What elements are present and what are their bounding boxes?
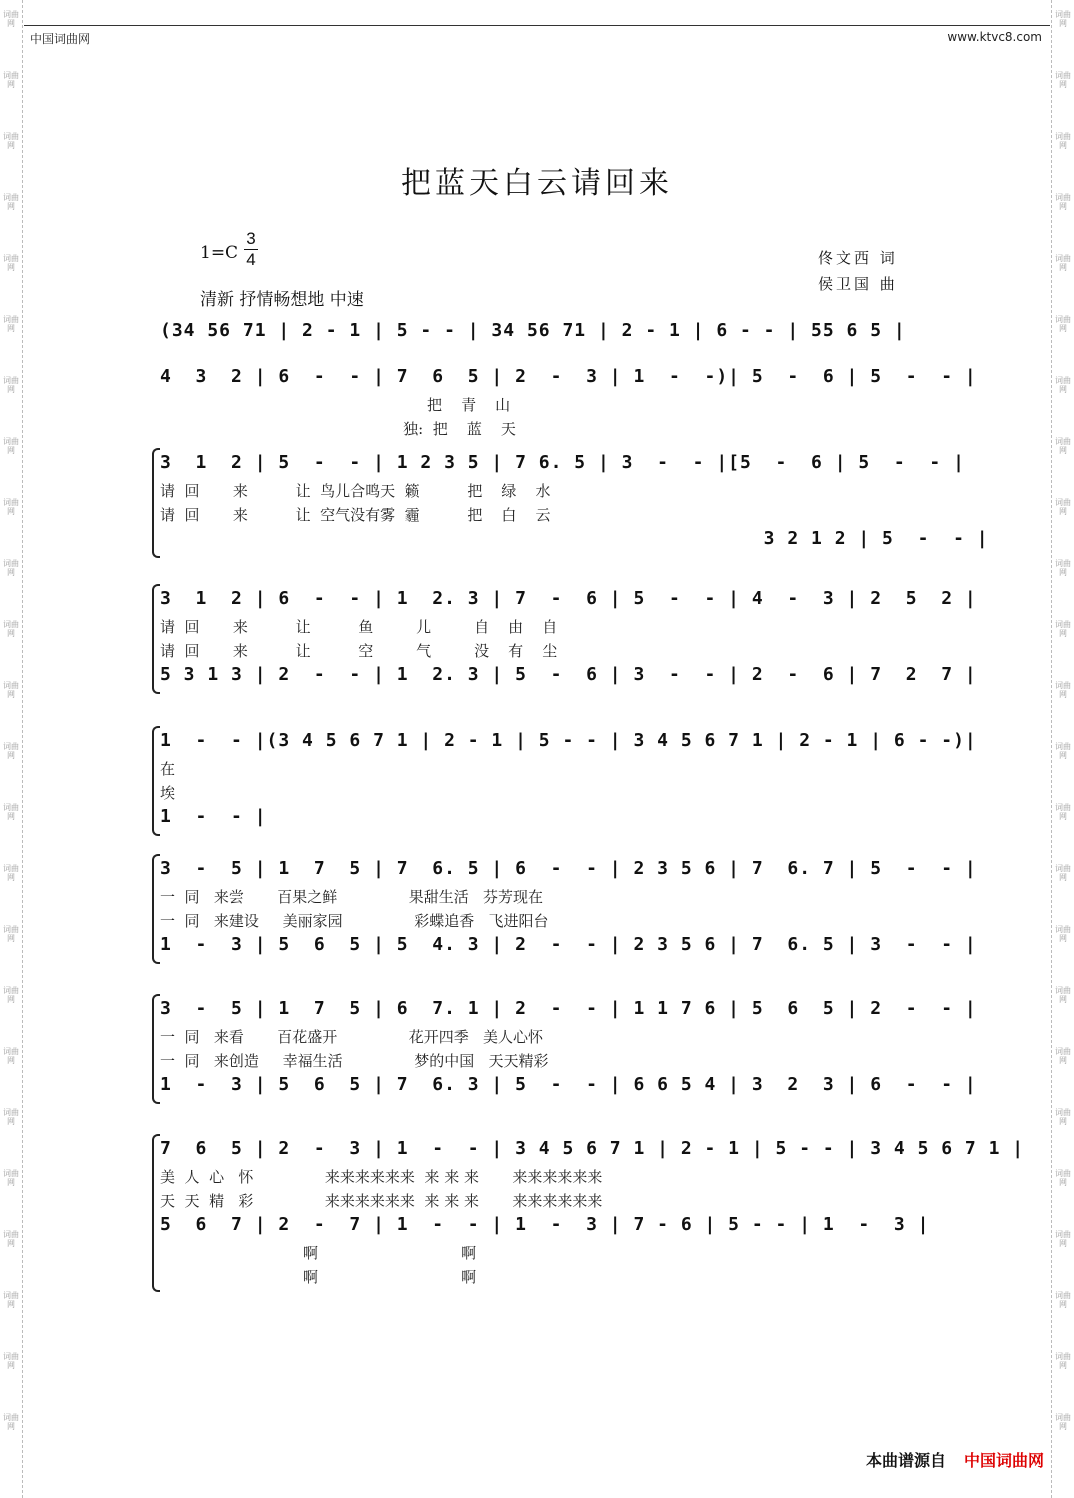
watermark-text: 词曲网 [1055,71,1071,89]
footer-source [866,1448,1044,1471]
composer-credit: 侯卫国 曲 [818,275,898,293]
notation-line: 3 1 2 | 6 - - | 1 2. 3 | 7 - 6 | 5 - - | 4 - 3 | 2 5 2 | [160,588,977,609]
watermark-text: 词曲网 [3,437,19,455]
watermark-text: 词曲网 [3,742,19,760]
watermark-text: 词曲网 [3,10,19,28]
watermark-text: 词曲网 [1055,10,1071,28]
watermark-text: 词曲网 [1055,925,1071,943]
watermark-text: 词曲网 [1055,1413,1071,1431]
watermark-text: 词曲网 [3,193,19,211]
watermark-text: 词曲网 [1055,498,1071,516]
watermark-text: 词曲网 [1055,1169,1071,1187]
lyric-line: 请 回 来 让 鱼 儿 自 由 自 [160,618,558,636]
watermark-text: 词曲网 [1055,1230,1071,1248]
watermark-text: 词曲网 [3,681,19,699]
time-signature [244,229,258,270]
system-brace [152,726,160,836]
tempo-marking: 清新 抒情畅想地 中速 [200,290,364,310]
watermark-text: 词曲网 [1055,681,1071,699]
watermark-text: 词曲网 [3,254,19,272]
watermark-text: 词曲网 [3,986,19,1004]
watermark-text: 词曲网 [3,1291,19,1309]
time-signature-top: 3 [244,229,258,250]
watermark-text: 词曲网 [3,71,19,89]
lyric-line: 啊 啊 [160,1244,477,1262]
watermark-text: 词曲网 [1055,559,1071,577]
watermark-text: 词曲网 [3,925,19,943]
watermark-text: 词曲网 [3,1230,19,1248]
lyric-line: 在 [160,760,176,778]
footer-label: 本曲谱源自 [865,1451,946,1470]
watermark-text: 词曲网 [1055,1291,1071,1309]
watermark-text: 词曲网 [3,1169,19,1187]
time-signature-bottom: 4 [246,250,256,269]
lyric-line: 请 回 来 让 空气没有雾 霾 把 白 云 [160,506,551,524]
lyric-line: 独: 把 蓝 天 [160,420,516,438]
watermark-text: 词曲网 [1055,986,1071,1004]
watermark-text: 词曲网 [1055,803,1071,821]
song-title: 把蓝天白云请回来 [401,166,673,201]
notation-line: 4 3 2 | 6 - - | 7 6 5 | 2 - 3 | 1 - -)| 5 - 6 | 5 - - | [160,366,977,387]
lyric-line: 把 青 山 [160,396,511,414]
watermark-text: 词曲网 [3,620,19,638]
notation-line: 1 - 3 | 5 6 5 | 7 6. 3 | 5 - - | 6 6 5 4 | 3 2 3 | 6 - - | [160,1074,977,1095]
watermark-text: 词曲网 [1055,437,1071,455]
notation-line: 3 - 5 | 1 7 5 | 6 7. 1 | 2 - - | 1 1 7 6 | 5 6 5 | 2 - - | [160,998,977,1019]
watermark-text: 词曲网 [3,1047,19,1065]
system-brace [152,584,160,694]
lyric-line: 一 同 来看 百花盛开 花开四季 美人心怀 [160,1028,544,1046]
watermark-text: 词曲网 [1055,1047,1071,1065]
watermark-text: 词曲网 [1055,315,1071,333]
notation-line: 3 2 1 2 | 5 - - | [160,528,989,549]
watermark-text: 词曲网 [3,132,19,150]
key-signature: 1=C [200,243,239,263]
watermark-text: 词曲网 [1055,193,1071,211]
system-brace [152,994,160,1104]
system-brace [152,448,160,558]
watermark-text: 词曲网 [1055,376,1071,394]
notation-line: 1 - - |(3 4 5 6 7 1 | 2 - 1 | 5 - - | 3 4 5 6 7 1 | 2 - 1 | 6 - -)| [160,730,977,751]
lyric-line: 请 回 来 让 空 气 没 有 尘 [160,642,558,660]
watermark-text: 词曲网 [1055,742,1071,760]
watermark-text: 词曲网 [3,1413,19,1431]
lyric-line: 请 回 来 让 鸟儿合鸣天 籁 把 绿 水 [160,482,551,500]
watermark-text: 词曲网 [3,1108,19,1126]
watermark-text: 词曲网 [3,559,19,577]
header-site-left: 中国词曲网 [30,32,91,46]
lyric-line: 一 同 来创造 幸福生活 梦的中国 天天精彩 [160,1052,549,1070]
header-site-right: www.ktvc8.com [947,30,1042,44]
watermark-text: 词曲网 [1055,864,1071,882]
watermark-text: 词曲网 [1055,132,1071,150]
notation-line: 5 6 7 | 2 - 7 | 1 - - | 1 - 3 | 7 - 6 | 5 - - | 1 - 3 | [160,1214,930,1235]
watermark-text: 词曲网 [3,498,19,516]
notation-line: 3 1 2 | 5 - - | 1 2 3 5 | 7 6. 5 | 3 - - |[5 - 6 | 5 - - | [160,452,965,473]
lyric-line: 天 天 精 彩 来来来来来来 来 来 来 来来来来来来 [160,1192,603,1210]
notation-line: (34 56 71 | 2 - 1 | 5 - - | 34 56 71 | 2 - 1 | 6 - - | 55 6 5 | [160,320,906,341]
notation-line: 5 3 1 3 | 2 - - | 1 2. 3 | 5 - 6 | 3 - - | 2 - 6 | 7 2 7 | [160,664,977,685]
watermark-text: 词曲网 [1055,254,1071,272]
watermark-text: 词曲网 [3,1352,19,1370]
notation-line: 7 6 5 | 2 - 3 | 1 - - | 3 4 5 6 7 1 | 2 - 1 | 5 - - | 3 4 5 6 7 1 | [160,1138,1025,1159]
lyric-line: 一 同 来建设 美丽家园 彩蝶追香 飞进阳台 [160,912,549,930]
system-brace [152,1134,160,1292]
lyricist-credit: 佟文西 词 [818,249,898,267]
lyric-line: 一 同 来尝 百果之鲜 果甜生活 芬芳现在 [160,888,544,906]
system-brace [152,854,160,964]
watermark-text: 词曲网 [3,803,19,821]
notation-line: 3 - 5 | 1 7 5 | 7 6. 5 | 6 - - | 2 3 5 6 | 7 6. 7 | 5 - - | [160,858,977,879]
watermark-text: 词曲网 [1055,1108,1071,1126]
lyric-line: 啊 啊 [160,1268,477,1286]
watermark-text: 词曲网 [3,315,19,333]
watermark-text: 词曲网 [1055,620,1071,638]
lyric-line: 美 人 心 怀 来来来来来来 来 来 来 来来来来来来 [160,1168,603,1186]
footer-site: 中国词曲网 [963,1451,1044,1470]
watermark-text: 词曲网 [3,864,19,882]
right-margin-strip [1051,0,1074,1498]
left-margin-strip [0,0,23,1498]
notation-line: 1 - - | [160,806,267,827]
watermark-text: 词曲网 [1055,1352,1071,1370]
lyric-line: 埃 [160,784,176,802]
notation-line: 1 - 3 | 5 6 5 | 5 4. 3 | 2 - - | 2 3 5 6 | 7 6. 5 | 3 - - | [160,934,977,955]
watermark-text: 词曲网 [3,376,19,394]
